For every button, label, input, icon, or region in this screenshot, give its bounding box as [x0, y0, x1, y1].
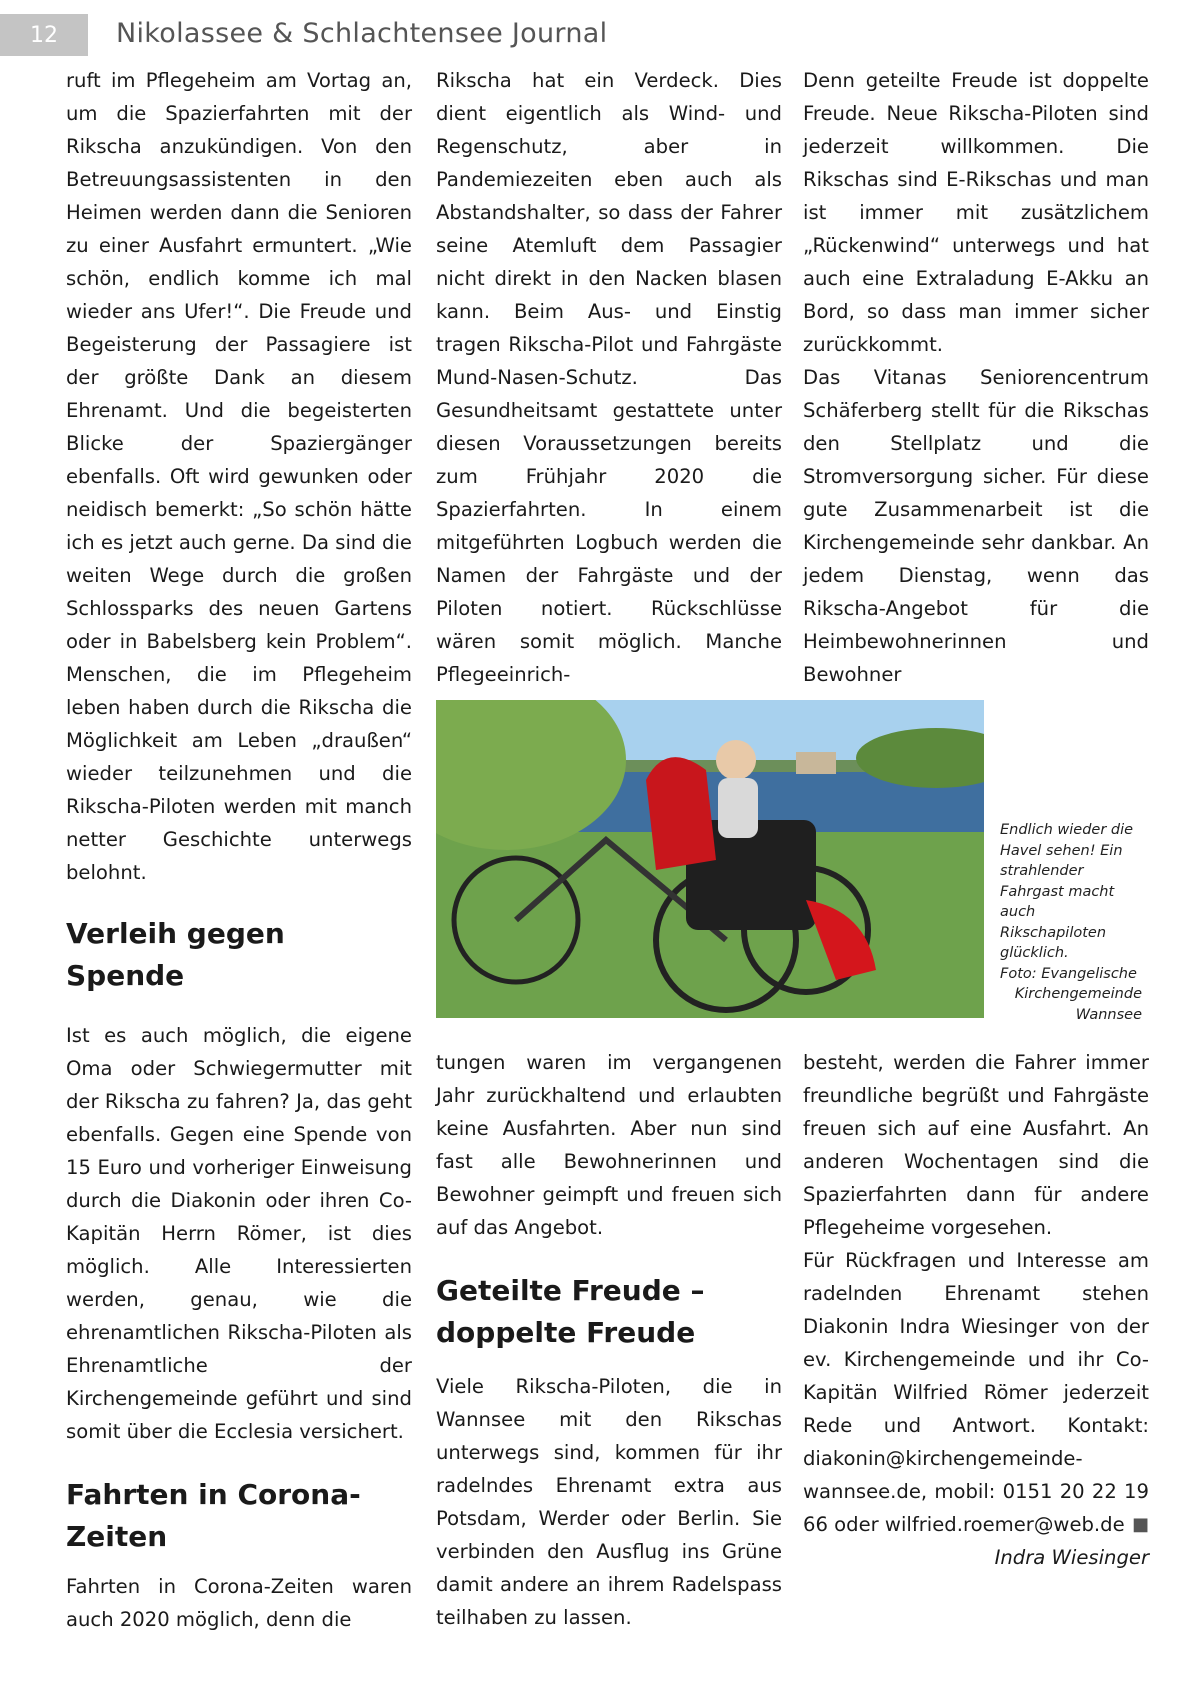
- paragraph: Viele Rikscha-Piloten, die in Wannsee mit den Rikschas unterwegs sind, kommen für ihr radelndes Ehrenamt extra aus Potsdam, Werder oder Berlin. Sie verbinden den Ausflug ins Grüne damit andere an ihrem Radelspass teilhaben zu lassen.: [436, 1375, 782, 1629]
- paragraph: [803, 1244, 1149, 1541]
- end-mark: ■: [1131, 1514, 1149, 1535]
- paragraph: Rikscha hat ein Verdeck. Dies dient eigentlich als Wind- und Regenschutz, aber in Pandemiezeiten eben auch als Abstandshalter, so dass der Fahrer seine Atemluft dem Passagier nicht direkt in den Nacken blasen kann. Beim Aus- und Einstig tragen Rikscha-Pilot und Fahrgäste Mund-Nasen-Schutz. Das Gesundheitsamt gestattete unter diesen Voraussetzungen bereits zum Frühjahr 2020 die Spazierfahrten. In einem mitgeführten Logbuch werden die Namen der Fahrgäste und der Piloten notiert. Rückschlüsse wären somit möglich. Manche Pflegeeinrich-: [436, 69, 782, 686]
- journal-title: Nikolassee & Schlachtensee Journal: [116, 18, 608, 49]
- caption-credit: Foto: Evangelische: [1000, 965, 1137, 982]
- paragraph: Denn geteilte Freude ist doppelte Freude. Neue Rikscha-Piloten sind jederzeit willkommen. Die Rikschas sind E-Rikschas und man ist immer mit zusätzlichem „Rückenwind“ unterwegs und hat auch eine Extraladung E-Akku an Bord, so dass man immer sicher zurückkommt.: [803, 69, 1149, 356]
- heading-verleih: Verleih gegen Spende: [66, 917, 285, 992]
- caption-credit: Kirchengemeinde: [1014, 986, 1142, 1002]
- page-number: 12: [0, 14, 88, 56]
- column-3-top: [803, 64, 1149, 691]
- rikscha-photo: [436, 700, 984, 1018]
- column-3-bottom: [803, 1046, 1149, 1574]
- column-2-top: [436, 64, 782, 691]
- paragraph: Das Vitanas Seniorencentrum Schäferberg stellt für die Rikschas den Stellplatz und die Stromversorgung sicher. Für diese gute Zusammenarbeit ist die Kirchengemeinde sehr dankbar. An jedem Dienstag, wenn das Rikscha-Angebot für die Heimbewohnerinnen und Bewohner: [803, 366, 1149, 686]
- column-2-bottom: [436, 1046, 782, 1634]
- paragraph: Fahrten in Corona-Zeiten waren auch 2020 möglich, denn die: [66, 1575, 412, 1631]
- contact-text: Für Rückfragen und Interesse am radelnden Ehrenamt stehen Diakonin Indra Wiesinger von der ev. Kirchengemeinde und ihr Co-Kapitän Wilfried Römer jederzeit Rede und Antwort. Kontakt: diakonin@kirchengemeinde-wannsee.de, mobil: 0151 20 22 19 66 oder wilfried.roemer@web.de: [803, 1249, 1149, 1536]
- heading-corona: Fahrten in Corona-Zeiten: [66, 1478, 361, 1553]
- rikscha-illustration: [436, 700, 984, 1018]
- paragraph: Ist es auch möglich, die eigene Oma oder Schwiegermutter mit der Rikscha zu fahren? Ja, das geht ebenfalls. Gegen eine Spende von 15 Euro und vorheriger Einweisung durch die Diakonin oder ihren Co-Kapitän Herrn Römer, ist dies möglich. Alle Interessierten werden, genau, wie die ehrenamtlichen Rikscha-Piloten als Ehrenamtliche der Kirchengemeinde geführt und sind somit über die Ecclesia versichert.: [66, 1024, 412, 1443]
- column-1: [66, 64, 412, 1636]
- paragraph: besteht, werden die Fahrer immer freundliche begrüßt und Fahrgäste freuen sich auf eine Ausfahrt. An anderen Wochentagen sind die Spazierfahrten dann für andere Pflegeheime vorgesehen.: [803, 1051, 1149, 1239]
- paragraph: ruft im Pflegeheim am Vortag an, um die Spazierfahrten mit der Rikscha anzukündigen. Von den Betreuungsassistenten in den Heimen werden dann die Senioren zu einer Ausfahrt ermuntert. „Wie schön, endlich komme ich mal wieder ans Ufer!“. Die Freude und Begeisterung der Passagiere ist der größte Dank an diesem Ehrenamt. Und die begeisterten Blicke der Spaziergänger ebenfalls. Oft wird gewunken oder neidisch bemerkt: „So schön hätte ich es jetzt auch gerne. Da sind die weiten Wege durch die großen Schlossparks des neuen Gartens oder in Babelsberg kein Problem“. Menschen, die im Pflegeheim leben haben durch die Rikscha die Möglichkeit am Leben „draußen“ wieder teilzunehmen und die Rikscha-Piloten werden mit manch netter Geschichte unterwegs belohnt.: [66, 69, 412, 884]
- author-name: Indra Wiesinger: [994, 1546, 1149, 1569]
- heading-geteilte-freude: Geteilte Freude – doppelte Freude: [436, 1274, 705, 1349]
- paragraph: tungen waren im vergangenen Jahr zurückhaltend und erlaubten keine Ausfahrten. Aber nun sind fast alle Bewohnerinnen und Bewohner geimpft und freuen sich auf das Angebot.: [436, 1051, 782, 1239]
- caption-text: Endlich wieder die Havel sehen! Ein strahlender Fahrgast macht auch Rikschapiloten glücklich.: [1000, 822, 1134, 961]
- caption-credit: Wannsee: [1075, 1006, 1142, 1023]
- photo-caption: [1000, 820, 1142, 1025]
